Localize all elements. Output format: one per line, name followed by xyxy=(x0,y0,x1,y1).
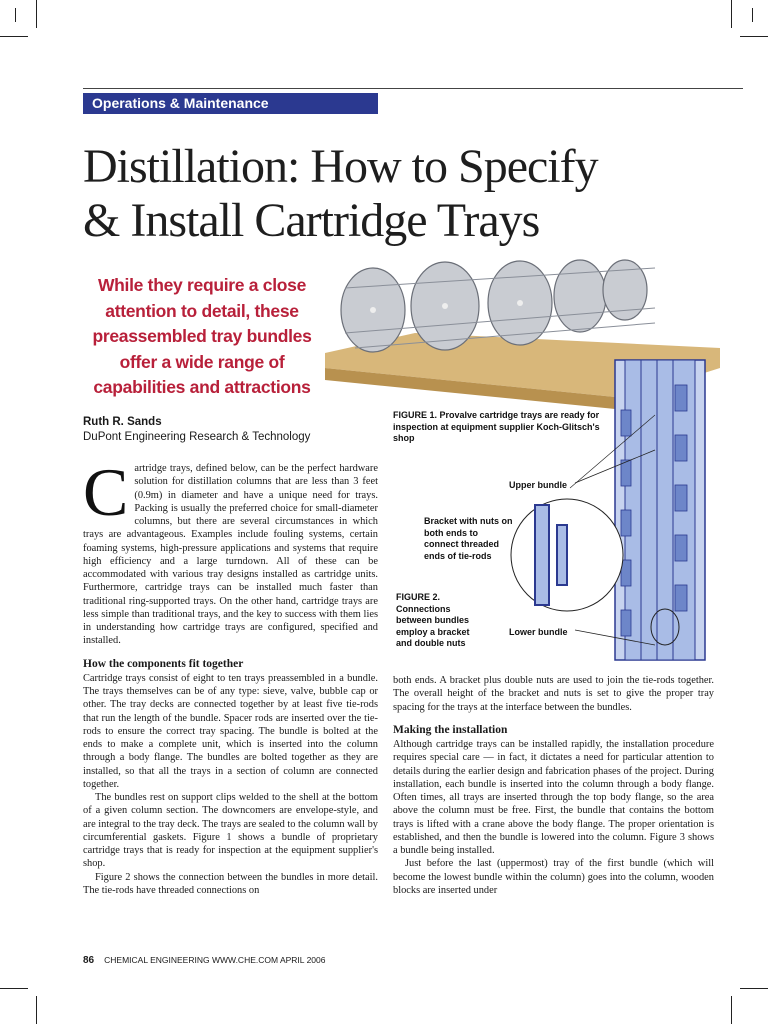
title-line-2: & Install Cartridge Trays xyxy=(83,194,540,247)
section-label: Operations & Maintenance xyxy=(92,95,269,111)
col1-paragraph-1: Cartridge trays consist of eight to ten trays preassembled in a bundle. The trays themselves can be of any type: sieve, valve, bubble cap or other. The tray decks are connected together by at least five tie-rods that run the length of the bundle. Spacer rods are inserted over the tie-rods to ensure the correct tray spacing. The bundle is bolted at the ends to make a complete unit, which is inserted into the column through a body flange. The bundles are bolted together as they are installed, so that all the trays in a section of column are connected together. xyxy=(83,672,378,790)
figure2-label-lower: Lower bundle xyxy=(509,627,568,637)
intro-text: artridge trays, defined below, can be the perfect hardware solution for distillation columns that are less than 3 feet (0.9m) in diameter and have a unique need for trays. Packing is usually the preferred choice for small-diameter columns, but there are several circumstances in which trays are advantageous. Examples include fouling systems, certain foaming systems, high-pressure applications and systems that require high efficiency and a large turndown. All of these can be accommodated with various tray designs installed as cartridge units. Furthermore, cartridge trays can be installed much faster than traditional ring-supported trays. On the other hand, cartridge trays are less simple than traditional trays, and the key to success with them lies in understanding how cartridge trays are configured, specified and installed. xyxy=(83,463,378,647)
col1-paragraph-3: Figure 2 shows the connection between the bundles in more detail. The tie-rods have threaded connections on xyxy=(83,871,378,896)
page-number: 86 xyxy=(83,955,95,966)
article-deck: While they require a close attention to detail, these preassembled tray bundles offer a wide range of capabilities and attractions xyxy=(92,275,312,397)
figure1-caption-label: FIGURE 1. xyxy=(393,410,438,420)
drop-cap: C xyxy=(83,454,129,530)
page-footer xyxy=(83,955,325,966)
title-line-1: Distillation: How to Specify xyxy=(83,140,598,193)
col1-paragraph-2: The bundles rest on support clips welded to the shell at the bottom of a given column section. The downcomers are envelope-style, and are integral to the tray deck. The trays are sealed to the column wall by circumferential gaskets. Figure 1 shows a bundle of proprietary cartridge trays that is ready for inspection at the equipment supplier's shop. xyxy=(83,792,378,870)
heading-components: How the components fit together xyxy=(83,657,244,670)
column-1 xyxy=(83,454,378,897)
figure2-caption-text: Connections between bundles employ a bracket and double nuts xyxy=(396,603,470,648)
footer-text: CHEMICAL ENGINEERING WWW.CHE.COM APRIL 2006 xyxy=(104,955,326,965)
column-2 xyxy=(393,674,714,897)
figure2-label-bracket: Bracket with nuts on both ends to connect threaded ends of tie-rods xyxy=(424,516,513,561)
col2-paragraph-1: both ends. A bracket plus double nuts are used to join the tie-rods together. The overall height of the bracket and nuts is set to give the proper tray spacing for the trays at the interface between the bundles. xyxy=(393,675,714,713)
author-name: Ruth R. Sands xyxy=(83,416,162,428)
col2-paragraph-3: Just before the last (uppermost) tray of the first bundle (which will become the lowest bundle within the column) goes into the column, wooden blocks are inserted under xyxy=(393,858,714,896)
figure2-caption xyxy=(396,592,488,650)
figure2-label-upper: Upper bundle xyxy=(509,480,567,490)
intro-paragraph xyxy=(83,454,378,648)
section-banner xyxy=(83,93,378,114)
article-title xyxy=(83,140,703,248)
figure1-caption-text: Provalve cartridge trays are ready for inspection at equipment supplier Koch-Glitsch's shop xyxy=(393,410,600,443)
author-affiliation: DuPont Engineering Research & Technology xyxy=(83,431,311,443)
col2-paragraph-2: Although cartridge trays can be installed rapidly, the installation procedure requires special care — in fact, it dictates a need for particular attention to details during the earlier design and fabrication phases of the project. During installation, each bundle is inserted into the column through a body flange. Often times, all trays are inserted through the top body flange, so the area above the column must be free. First, the bundle that contains the bottom trays is lifted with a crane above the body flange. The proper orientation is established, and then the bundle is lowered into the column. Figure 3 shows a bundle being installed. xyxy=(393,739,714,856)
figure2-caption-label: FIGURE 2. xyxy=(396,592,441,602)
heading-installation: Making the installation xyxy=(393,723,508,736)
header-rule xyxy=(83,88,743,89)
